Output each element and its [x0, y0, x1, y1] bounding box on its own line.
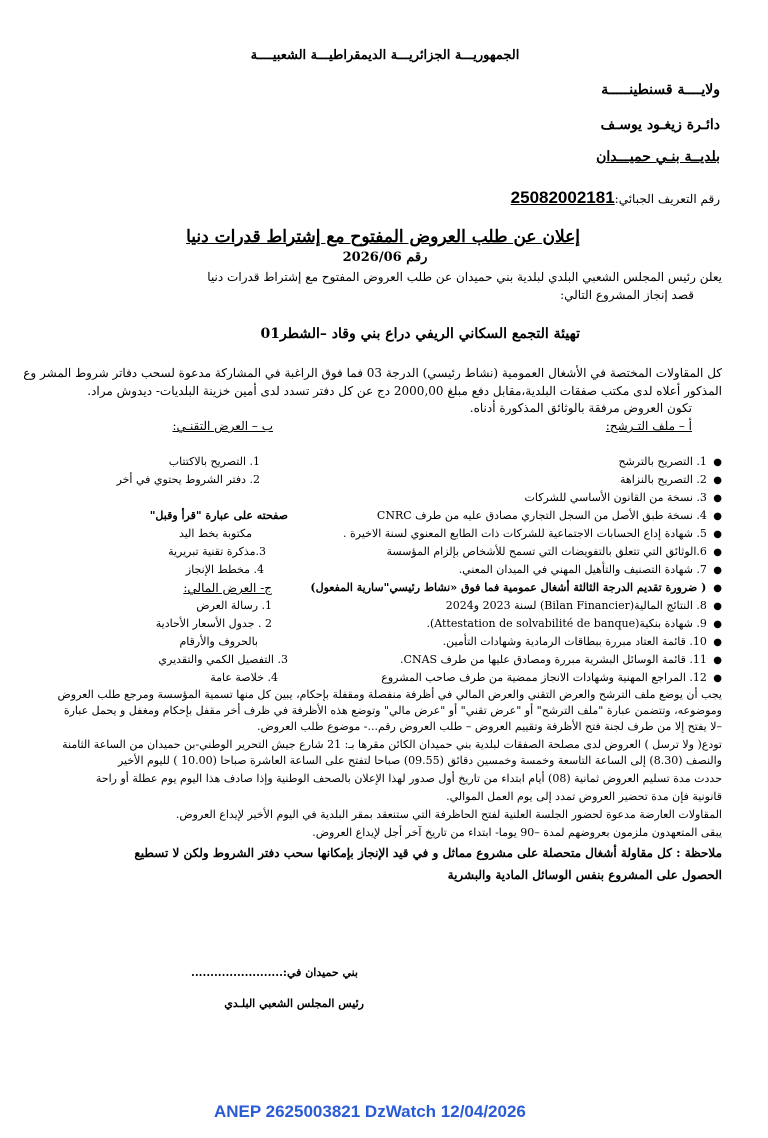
bullet-icon: ● — [706, 565, 722, 576]
tax-id-row — [511, 188, 720, 208]
para1-line3: تكون العروض مرفقة بالوثائق المذكورة أدناه. — [469, 401, 692, 415]
paragraph-line: يبقى المتعهدون ملزمون بعروضهم لمدة –90 يوما- ابتداء من تاريخ آخر أجل لإيداع العروض. — [312, 826, 722, 839]
tax-id-label: رقم التعريف الجبائي: — [614, 192, 720, 206]
tax-id-value: 25082002181 — [510, 188, 615, 207]
bullet-icon: ● — [706, 457, 722, 468]
para1-line1: كل المقاولات المختصة في الأشغال العمومية (نشاط رئيسي) الدرجة 03 فما فوق الراغبة في المشاركة مدعوة لسحب دفاتر شروط المشر وع — [23, 366, 722, 380]
list-a-item: ● 6.الوثائق التي تتعلق بالتفويضات التي تسمح للأشخاص بإلزام المؤسسة — [386, 545, 722, 558]
paragraph-line: قانونية فإن مدة تحضير العروض تمدد إلى يوم العمل الموالي. — [446, 790, 722, 803]
list-a-item: ● 4. نسخة طبق الأصل من السجل التجاري مصادق عليه من طرف CNRC — [376, 509, 722, 522]
list-c-item: بالحروف والأرقام — [179, 635, 258, 648]
announcement-number: رقم 2026/06 — [342, 250, 428, 265]
section-c-title: ج- العرض المالي: — [183, 581, 272, 595]
list-a-item: ● ( ضرورة تقديم الدرجة الثالثة أشغال عمومية فما فوق «نشاط رئيسي"سارية المفعول) — [310, 581, 722, 594]
announcement-title: إعلان عن طلب العروض المفتوح مع إشتراط قدرات دنيا — [186, 227, 580, 247]
paragraph-line: المقاولات العارضة مدعوة لحضور الجلسة العلنية لفتح الحاظرفة التي ستنعقد بمقر البلدية في اليوم الأخير لإيداع العروض. — [175, 808, 722, 821]
list-a-item: ● 12. المراجع المهنية وشهادات الانجاز ممضية من طرف صاحب المشروع — [381, 671, 722, 684]
list-a-item: ● 10. قائمة العتاد مبررة ببطاقات الرمادية وشهادات التأمين. — [442, 635, 722, 648]
bullet-icon: ● — [706, 475, 722, 486]
commune-line: بلديــة بنـي حميـــدان — [596, 149, 720, 165]
paragraph-line: –لا يفتح إلا من طرف لجنة فتح الأظرفة وتقييم العروض – طلب العروض رقم...- موضوع طلب العروض. — [257, 720, 722, 733]
note-line2: الحصول على المشروع بنفس الوسائل المادية والبشرية — [447, 868, 722, 882]
intro-line-1: يعلن رئيس المجلس الشعبي البلدي لبلدية بني حميدان عن طلب العروض المفتوح مع إشتراط قدرات دنيا — [207, 270, 722, 284]
bullet-icon: ● — [706, 583, 722, 594]
list-a-item: ● 3. نسخة من القانون الأساسي للشركات — [524, 491, 722, 504]
paragraph-line: والنصف (8.30) إلى الساعة التاسعة وخمسة وخمسين دقائق (09.55) صباحا لتفتح على الساعة العاشرة صباحا (10.00 ) لليوم الأخير — [117, 754, 722, 767]
bullet-icon: ● — [706, 655, 722, 666]
paragraph-line: يجب أن يوضع ملف الترشح والعرض التقني والعرض المالي في أظرفة منفصلة ومقفلة بإحكام، يبين كل منها تسمية المؤسسة ومرجع طلب العروض — [57, 688, 722, 701]
list-a-item: ● 7. شهادة التصنيف والتأهيل المهني في الميدان المعني. — [458, 563, 722, 576]
signature-place-date: بني حميدان في:........................ — [191, 966, 358, 979]
signature-title: رئيس المجلس الشعبي البلـدي — [224, 997, 364, 1010]
section-b-title: ب – العرض التقنـي: — [172, 419, 273, 433]
list-c-item: 1. رسالة العرض — [196, 599, 272, 612]
list-a-item: ● 9. شهادة بنكية(Attestation de solvabilité de banque). — [426, 617, 722, 630]
bullet-icon: ● — [706, 601, 722, 612]
bullet-icon: ● — [706, 529, 722, 540]
note-line1: ملاحظة : كل مقاولة أشغال متحصلة على مشروع مماثل و في قيد الإنجاز بإمكانها سحب دفتر الشروط ولكن لا تسطيع — [134, 846, 722, 860]
list-a-item: ● 11. قائمة الوسائل البشرية مبررة ومصادق عليها من طرف CNAS. — [400, 653, 722, 666]
list-b-item: 2. دفتر الشروط يحتوي في أخر — [116, 473, 260, 486]
bullet-icon: ● — [706, 637, 722, 648]
bullet-icon: ● — [706, 619, 722, 630]
list-b-item: 3.مذكرة تقنية تبريرية — [168, 545, 266, 558]
list-b-item: 1. التصريح بالاكتتاب — [168, 455, 260, 468]
list-c-item: 3. التفصيل الكمي والتقديري — [158, 653, 288, 666]
bullet-icon: ● — [706, 673, 722, 684]
para1-line2: المذكور أعلاه لدى مكتب صفقات البلدية،مقابل دفع مبلغ 2000,00 دج عن كل دفتر تسدد لدى أمين خزينة البلديات- ديدوش مراد. — [87, 384, 722, 398]
project-title: تهيئة التجمع السكاني الريفي دراع بني وقاد –الشطر01 — [260, 326, 580, 342]
paragraph-line: تودع( ولا ترسل ) العروض لدى مصلحة الصفقات لبلدية بني حميدان الكائن مقرها بـ: 21 شارع جيش التحرير الوطني-بن حميدان من الساعة الثامنة — [62, 738, 722, 751]
list-b-item: مكتوبة بخط اليد — [178, 527, 252, 540]
bullet-icon: ● — [706, 493, 722, 504]
bullet-icon: ● — [706, 547, 722, 558]
list-a-item: ● 1. التصريح بالترشح — [618, 455, 722, 468]
list-b-item: صفحته على عبارة "قرأ وقبل" — [149, 509, 288, 522]
list-c-item: 2 . جدول الأسعار الأحادية — [155, 617, 272, 630]
list-c-item: 4. خلاصة عامة — [210, 671, 278, 684]
list-a-item: ● 2. التصريح بالنزاهة — [620, 473, 722, 486]
footer-reference: ANEP 2625003821 DzWatch 12/04/2026 — [214, 1102, 526, 1121]
list-b-item: 4. مخطط الإنجاز — [185, 563, 264, 576]
intro-line-2: قصد إنجاز المشروع التالي: — [560, 288, 694, 302]
section-a-title: أ – ملف التـرشح: — [605, 419, 692, 433]
paragraph-line: حددت مدة تسليم العروض ثمانية (08) أيام ابتداء من تاريخ أول صدور لهذا الإعلان بالصحف الوطنية وإذا صادف هذا اليوم يوم عطلة أو راحة — [95, 772, 722, 785]
bullet-icon: ● — [706, 511, 722, 522]
list-a-item: ● 5. شهادة إداع الحسابات الاجتماعية للشركات ذات الطابع المعنوي لسنة الاخيرة . — [343, 527, 722, 540]
daira-line: دائـرة زيغـود يوسـف — [600, 117, 720, 133]
wilaya-line: ولايــــة قسنطينـــــة — [601, 82, 720, 98]
paragraph-line: وموضوعه، وتتضمن عبارة "ملف الترشح" أو "عرض تقني" أو "عرض مالي" وتوضع هذه الأظرفة في ظرف أخر مقفل بإحكام ومغفل و يحمل عبارة — [63, 704, 722, 717]
republic-heading: الجمهوريـــة الجزائريـــة الديمقراطيـــة الشعبيــــة — [250, 48, 520, 63]
list-a-item: ● 8. النتائج المالية(Bilan Financier) لسنة 2023 و2024 — [445, 599, 722, 612]
